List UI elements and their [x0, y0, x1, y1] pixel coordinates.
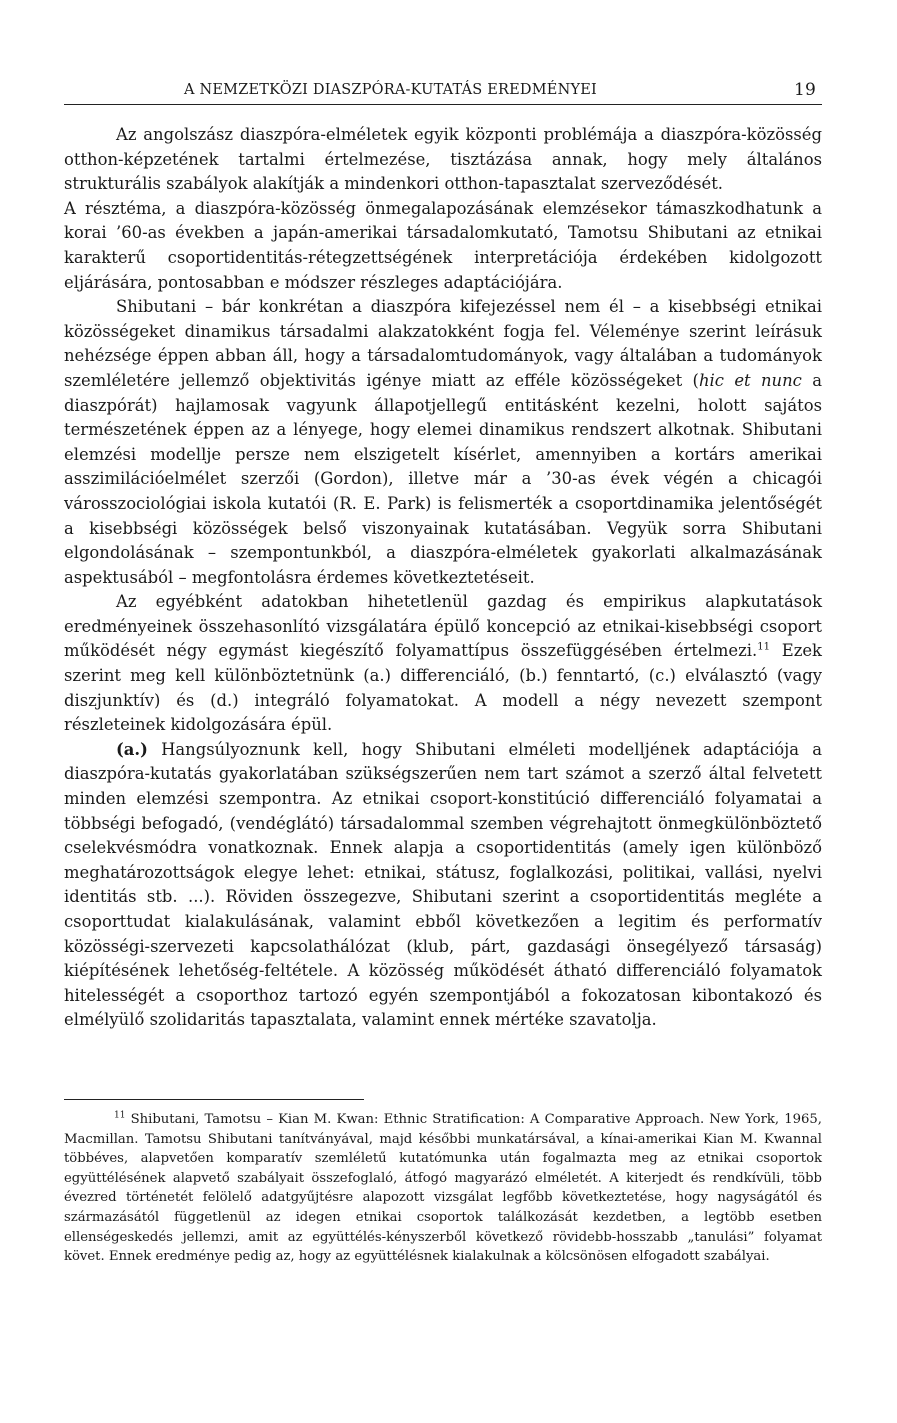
paragraph-2-text: A résztéma, a diaszpóra-közösség önmegalapozásának elemzésekor támaszkodhatunk a korai ’60-as években a japán-amerikai társadalomkutató, Tamotsu Shibutani az etnikai karakterű csoportidentitás-rétegzettségének interpretációja érdekében kidolgozott eljárására, pontosabban e módszer részleges adaptációjára.: [64, 198, 822, 292]
footnote-number: 11: [114, 1110, 126, 1121]
body-text: [64, 123, 822, 1033]
paragraph-4-text-b: Ezek szerint meg kell különböztetnünk (a.) differenciáló, (b.) fenntartó, (c.) elválasztó (vagy diszjunktív) és (d.) integráló folyamatokat. A modell a négy nevezett szempont részleteinek kidolgozására épül.: [64, 641, 822, 735]
paragraph-1: [64, 123, 822, 197]
paragraph-5-marker: (a.): [116, 739, 148, 759]
footnote-divider: [64, 1099, 364, 1100]
footnote-11: [64, 1110, 822, 1267]
book-page: [64, 78, 822, 1267]
paragraph-3: [64, 295, 822, 590]
paragraph-5: [64, 738, 822, 1033]
paragraph-4-text-a: Az egyébként adatokban hihetetlenül gazdag és empirikus alapkutatások eredményeinek összehasonlító vizsgálatára épülő koncepció az etnikai-kisebbségi csoport működését négy egymást kiegészítő folyamattípus összefüggésében értelmezi.: [64, 592, 822, 661]
paragraph-5-text: Hangsúlyoznunk kell, hogy Shibutani elméleti modelljének adaptációja a diaszpóra-kutatás gyakorlatában szükségszerűen nem tart számot a szerző által felvetett minden elemzési szempontra. Az etnikai csoport-konstitúció differenciáló folyamatai a többségi befogadó, (vendéglátó) társadalommal szemben végrehajtott önmegkülönböztető cselekvésmódra vonatkoznak. Ennek alapja a csoportidentitás (amely igen különböző meghatározottságok elegye lehet: etnikai, státusz, foglalkozási, politikai, vallási, nyelvi identitás stb. ...). Röviden összegezve, Shibutani szerint a csoportidentitás megléte a csoporttudat kialakulásának, valamint ebből következően a legitim és performatív közösségi-szervezeti kapcsolathálózat (klub, párt, gazdasági önsegélyező társaság) kiépítésének lehetőség-feltétele. A közösség működését átható differenciáló folyamatok hitelességét a csoporthoz tartozó egyén szempontjából a fokozatosan kibontakozó és elmélyülő szolidaritás tapasztalata, valamint ennek mértéke szavatolja.: [64, 739, 822, 1030]
paragraph-3-text-b: a diaszpórát) hajlamosak vagyunk állapotjellegű entitásként kezelni, holott sajátos természetének éppen az a lényege, hogy elemei dinamikus rendszert alkotnak. Shibutani elemzési modellje persze nem elszigetelt kísérlet, amennyiben a kortárs amerikai asszimilációelmélet szerzői (Gordon), illetve már a ’30-as évek végén a chicagói városszociológiai iskola kutatói (R. E. Park) is felismerték a csoportdinamika jelentőségét a kisebbségi közösségek belső viszonyainak kutatásában. Vegyük sorra Shibutani elgondolásának – szempontunkból, a diaszpóra-elméletek gyakorlati alkalmazásának aspektusából – megfontolásra érdemes következtetéseit.: [64, 370, 822, 587]
paragraph-2: [64, 197, 822, 295]
page-number: 19: [793, 80, 816, 100]
paragraph-1-text: Az angolszász diaszpóra-elméletek egyik központi problémája a diaszpóra-közösség otthon-képzetének tartalmi értelmezése, tisztázása annak, hogy mely általános strukturális szabályok alakítják a mindenkori otthon-tapasztalat szerveződését.: [64, 125, 822, 194]
running-head: [64, 78, 822, 105]
running-head-title: A NEMZETKÖZI DIASZPÓRA-KUTATÁS EREDMÉNYEI: [184, 82, 597, 98]
footnote-ref-11[interactable]: 11: [757, 642, 770, 653]
paragraph-3-italic: hic et nunc: [698, 370, 802, 390]
paragraph-4: [64, 590, 822, 738]
footnote-text: Shibutani, Tamotsu – Kian M. Kwan: Ethnic Stratification: A Comparative Approach. New York, 1965, Macmillan. Tamotsu Shibutani tanítványával, majd későbbi munkatársával, a kínai-amerikai Kian M. Kwannal többéves, alapvetően komparatív szemléletű kutatómunka után fogalmazta meg az etnikai csoportok együttélésének alapvető szabályait összefoglaló, átfogó magyarázó elméletét. A kiterjedt és rendkívüli, több évezred történetét felölelő adatgyűjtésre alapozott vizsgálat legfőbb következtetése, hogy nagyságától és származásától függetlenül az idegen etnikai csoportok találkozását kezdetben, a legtöbb esetben ellenségeskedés jellemzi, amit az együttélés-kényszerből következő rövidebb-hosszabb „tanulási” folyamat követ. Ennek eredménye pedig az, hogy az együttélésnek kialakulnak a kölcsönösen elfogadott szabályai.: [64, 1111, 822, 1265]
paragraph-3-text-a: Shibutani – bár konkrétan a diaszpóra kifejezéssel nem él – a kisebbségi etnikai közösségeket dinamikus társadalmi alakzatokként fogja fel. Véleménye szerint leírásuk nehézsége éppen abban áll, hogy a társadalomtudományok, vagy általában a tudományok szemléletére jellemző objektivitás igénye miatt az efféle közösségeket (: [64, 297, 822, 390]
